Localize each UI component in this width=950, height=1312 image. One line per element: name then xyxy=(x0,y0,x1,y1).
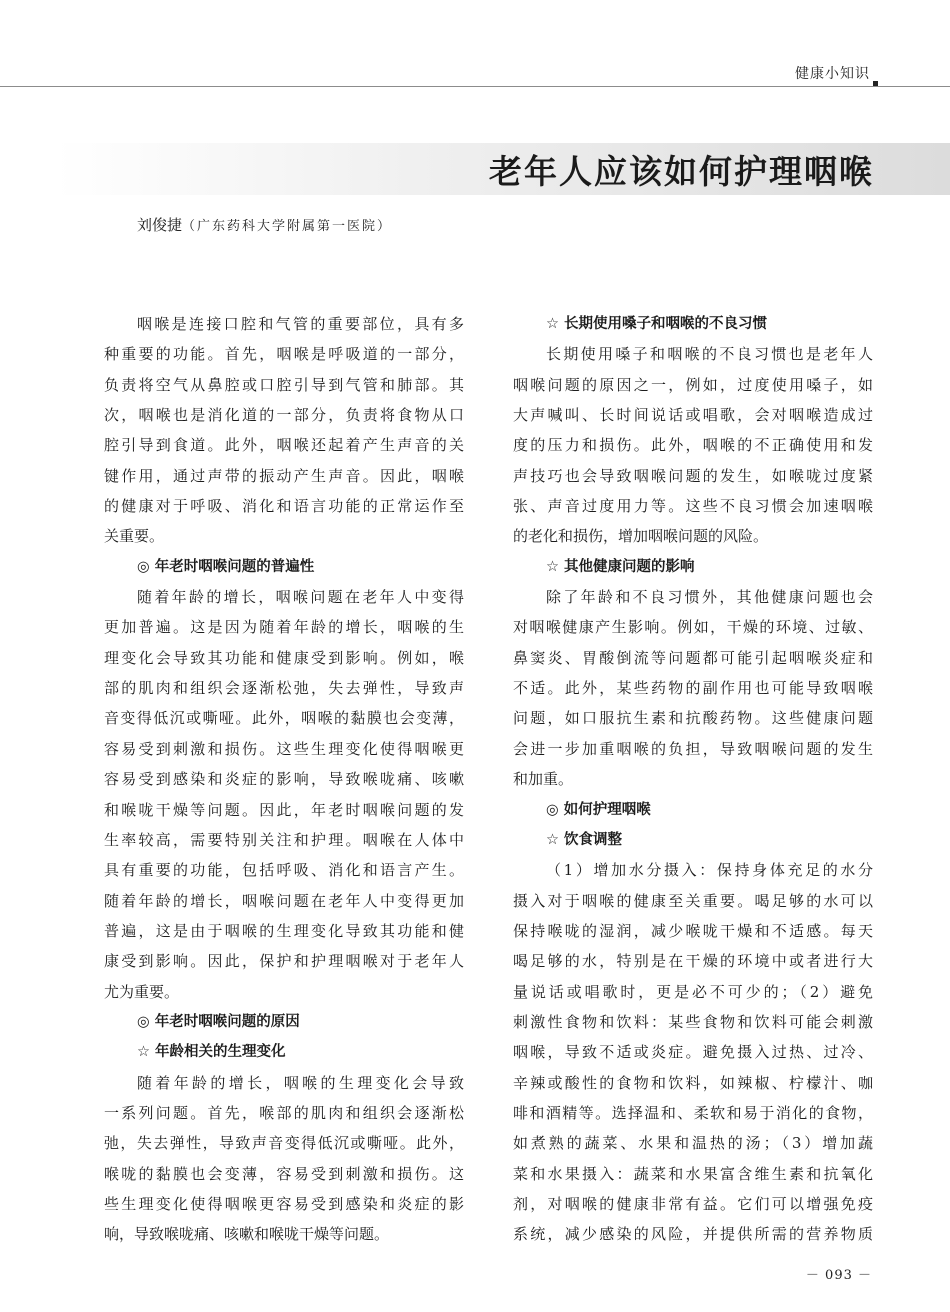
body-line: 会进一步加重咽喉的负担，导致咽喉问题的发生 xyxy=(513,739,873,758)
body-line: 菜和水果摄入：蔬菜和水果富含维生素和抗氧化 xyxy=(513,1164,873,1183)
body-line: 次，咽喉也是消化道的一部分，负责将食物从口 xyxy=(104,406,464,425)
body-line: 辛辣或酸性的食物和饮料，如辣椒、柠檬汁、咖 xyxy=(513,1073,873,1092)
body-line: 具有重要的功能，包括呼吸、消化和语言产生。 xyxy=(104,861,464,880)
body-line: （1）增加水分摄入：保持身体充足的水分 xyxy=(546,861,873,880)
running-head-marker xyxy=(873,81,878,86)
body-line: 问题，如口服抗生素和抗酸药物。这些健康问题 xyxy=(513,709,873,728)
byline xyxy=(137,214,392,235)
subsection-heading: ☆ 饮食调整 xyxy=(546,831,623,848)
body-line: 负责将空气从鼻腔或口腔引导到气管和肺部。其 xyxy=(104,375,464,394)
body-line: 生率较高，需要特别关注和护理。咽喉在人体中 xyxy=(104,830,464,849)
body-line: 咽喉，导致不适或炎症。避免摄入过热、过冷、 xyxy=(513,1043,873,1062)
body-line: 普遍，这是由于咽喉的生理变化导致其功能和健 xyxy=(104,921,464,940)
body-line: 除了年龄和不良习惯外，其他健康问题也会 xyxy=(546,588,873,607)
subsection-heading: ☆ 年龄相关的生理变化 xyxy=(137,1044,286,1061)
body-line: 随着年龄的增长，咽喉问题在老年人中变得更加 xyxy=(104,891,464,910)
left-column xyxy=(104,309,464,1250)
body-line: 量说话或唱歌时，更是必不可少的；（2）避免 xyxy=(513,982,873,1001)
body-line: 度的压力和损伤。此外，咽喉的不正确使用和发 xyxy=(513,436,873,455)
body-line: 的健康对于呼吸、消化和语言功能的正常运作至 xyxy=(104,497,464,516)
body-line: 如煮熟的蔬菜、水果和温热的汤；（3）增加蔬 xyxy=(513,1134,873,1153)
body-line: 弛，失去弹性，导致声音变得低沉或嘶哑。此外， xyxy=(104,1134,464,1153)
body-line: 刺激性食物和饮料：某些食物和饮料可能会刺激 xyxy=(513,1012,873,1031)
body-line: 更加普遍。这是因为随着年龄的增长，咽喉的生 xyxy=(104,618,464,637)
body-line: 键作用，通过声带的振动产生声音。因此，咽喉 xyxy=(104,466,464,485)
body-line: 张、声音过度用力等。这些不良习惯会加速咽喉 xyxy=(513,497,873,516)
subsection-heading: ☆ 其他健康问题的影响 xyxy=(546,558,695,575)
body-line: 关重要。 xyxy=(104,527,165,546)
body-line: 对咽喉健康产生影响。例如，干燥的环境、过敏、 xyxy=(513,618,873,637)
body-line: 和喉咙干燥等问题。因此，年老时咽喉问题的发 xyxy=(104,800,464,819)
body-line: 部的肌肉和组织会逐渐松弛，失去弹性，导致声 xyxy=(104,679,464,698)
page-number: － 093 － xyxy=(805,1268,872,1283)
body-line: 喉咙的黏膜也会变薄，容易受到刺激和损伤。这 xyxy=(104,1164,464,1183)
article-title: 老年人应该如何护理咽喉 xyxy=(489,152,874,191)
body-line: 腔引导到食道。此外，咽喉还起着产生声音的关 xyxy=(104,436,464,455)
body-line: 容易受到刺激和损伤。这些生理变化使得咽喉更 xyxy=(104,739,464,758)
body-line: 的老化和损伤，增加咽喉问题的风险。 xyxy=(513,527,769,546)
body-line: 理变化会导致其功能和健康受到影响。例如，喉 xyxy=(104,648,464,667)
body-line: 和加重。 xyxy=(513,770,574,789)
section-heading: ◎ 年老时咽喉问题的原因 xyxy=(137,1013,300,1030)
body-line: 喝足够的水，特别是在干燥的环境中或者进行大 xyxy=(513,952,873,971)
body-line: 长期使用嗓子和咽喉的不良习惯也是老年人 xyxy=(546,345,873,364)
running-head: 健康小知识 xyxy=(795,66,870,82)
body-line: 不适。此外，某些药物的副作用也可能导致咽喉 xyxy=(513,679,873,698)
body-line: 咽喉是连接口腔和气管的重要部位，具有多 xyxy=(137,315,464,333)
body-line: 容易受到感染和炎症的影响，导致喉咙痛、咳嗽 xyxy=(104,770,464,789)
body-line: 保持喉咙的湿润，减少喉咙干燥和不适感。每天 xyxy=(513,921,873,940)
body-line: 随着年龄的增长，咽喉问题在老年人中变得 xyxy=(137,588,464,607)
body-line: 一系列问题。首先，喉部的肌肉和组织会逐渐松 xyxy=(104,1103,464,1122)
body-line: 响，导致喉咙痛、咳嗽和喉咙干燥等问题。 xyxy=(104,1225,390,1244)
author-affiliation: （广东药科大学附属第一医院） xyxy=(182,219,393,234)
body-line: 声技巧也会导致咽喉问题的发生，如喉咙过度紧 xyxy=(513,466,873,485)
body-line: 尤为重要。 xyxy=(104,982,180,1001)
body-line: 咽喉问题的原因之一，例如，过度使用嗓子，如 xyxy=(513,375,873,394)
author-name: 刘俊捷 xyxy=(137,216,183,234)
subsection-heading: ☆ 长期使用嗓子和咽喉的不良习惯 xyxy=(546,316,768,332)
body-line: 鼻窦炎、胃酸倒流等问题都可能引起咽喉炎症和 xyxy=(513,648,873,667)
body-line: 系统，减少感染的风险，并提供所需的营养物质 xyxy=(513,1225,873,1244)
body-line: 些生理变化使得咽喉更容易受到感染和炎症的影 xyxy=(104,1194,464,1213)
section-heading: ◎ 如何护理咽喉 xyxy=(546,801,651,818)
body-line: 康受到影响。因此，保护和护理咽喉对于老年人 xyxy=(104,952,464,971)
body-line: 摄入对于咽喉的健康至关重要。喝足够的水可以 xyxy=(513,891,873,910)
body-line: 音变得低沉或嘶哑。此外，咽喉的黏膜也会变薄， xyxy=(104,709,464,728)
body-line: 大声喊叫、长时间说话或唱歌，会对咽喉造成过 xyxy=(513,406,873,425)
right-column xyxy=(513,309,873,1250)
header-rule xyxy=(0,86,950,87)
body-line: 啡和酒精等。选择温和、柔软和易于消化的食物， xyxy=(513,1103,873,1122)
section-heading: ◎ 年老时咽喉问题的普遍性 xyxy=(137,558,315,575)
body-line: 种重要的功能。首先，咽喉是呼吸道的一部分， xyxy=(104,345,464,364)
body-line: 剂，对咽喉的健康非常有益。它们可以增强免疫 xyxy=(513,1194,873,1213)
body-line: 随着年龄的增长，咽喉的生理变化会导致 xyxy=(137,1073,464,1092)
